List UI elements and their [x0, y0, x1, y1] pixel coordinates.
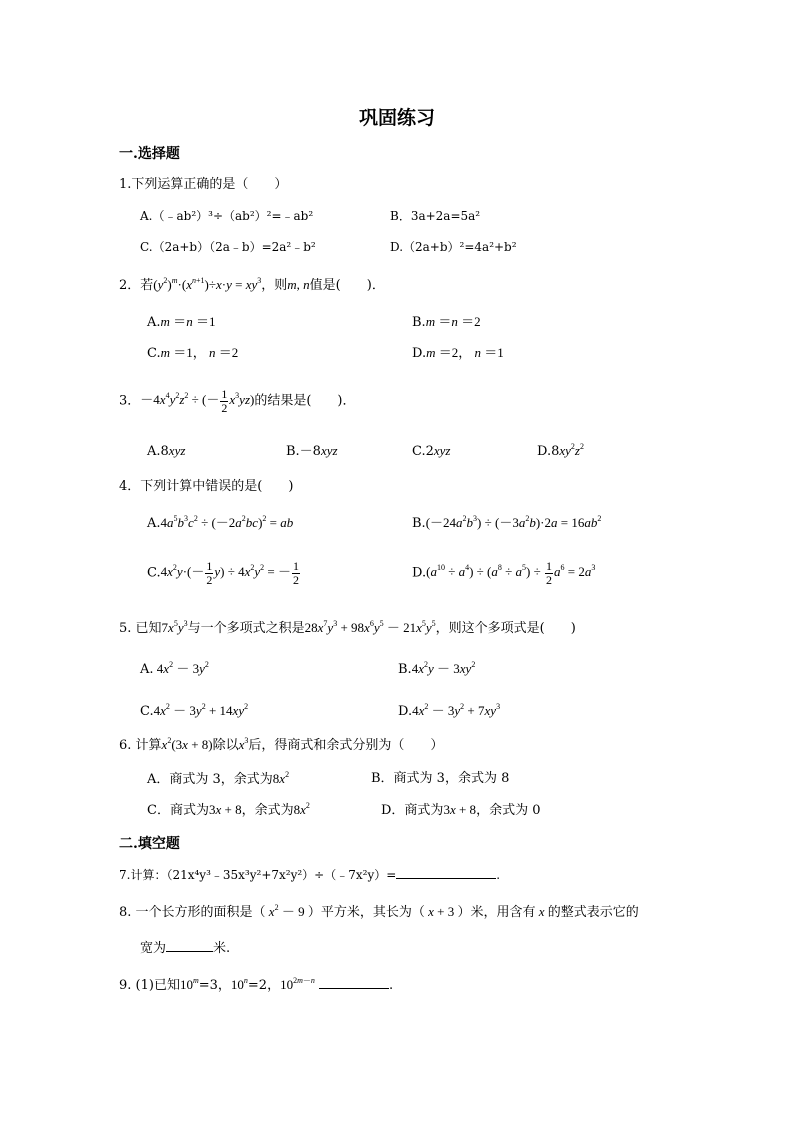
q3-option-d: $D.8xy^2z^2$: [537, 442, 584, 459]
q1-option-b: B．3a+2a=5a²: [390, 209, 481, 223]
q1-option-c: C.（2a+b）（2a﹣b）=2a²﹣b²: [140, 240, 316, 254]
q8-answer-blank[interactable]: [166, 940, 213, 952]
q5-option-b: $B.4x^2y - 3xy^2$: [398, 660, 476, 677]
q5-option-d: $D.4x^2 - 3y^2 + 7xy^3$: [398, 702, 501, 719]
section-choice-heading: 一.选择题: [119, 146, 180, 162]
q1-option-a: A.（﹣ab²）³÷（ab²）²=﹣ab²: [140, 209, 314, 223]
q1-stem: 1.下列运算正确的是（ ）: [119, 177, 288, 192]
q8-line-2: 宽为 米.: [140, 941, 231, 956]
q4-stem: 4．下列计算中错误的是( ): [119, 479, 294, 494]
q3-option-c: C.2xyz: [412, 443, 451, 459]
q2-variables: m, n: [287, 277, 310, 292]
q6-option-b: B．商式为 3，余式为 8: [371, 771, 510, 786]
q2-number: 2．若: [119, 278, 154, 293]
q2-formula: $(y^2)^m\cdot(x^{n+1})\div x\cdot y = xy^3$: [153, 276, 262, 292]
page-title: 巩固练习: [358, 107, 435, 129]
q3-fraction: $\frac{1}{2}$: [221, 387, 228, 415]
q5-stem: 5. 已知$7x^5y^3$与一个多项式之积是$28x^7y^3 + 98x^6y^5 - 21x^5y^5$，则这个多项式是( ): [119, 619, 576, 636]
q6-option-d: D．商式为3x + 8，余式为 0: [381, 802, 541, 818]
section-fill-heading: 二.填空题: [119, 836, 180, 852]
q1-option-d: D.（2a+b）²=4a²+b²: [390, 240, 517, 254]
q2-stem: [119, 277, 385, 294]
q4-option-c: $C.4x^2y\cdot(-$ $\frac{1}{2}$ $y) \div 4x^2y^2$ = － $\frac{1}{2}$: [147, 559, 300, 587]
q6-option-c: C．商式为3x + 8，余式为$8x^2$: [147, 801, 310, 818]
q5-option-a: A. $4x^2 - 3y^2$: [140, 660, 209, 677]
q2-option-d: D.m ＝2， n ＝1: [412, 345, 504, 361]
q9-answer-blank[interactable]: [319, 977, 389, 989]
q6-option-a: A．商式为 3，余式为$8x^2$: [147, 770, 290, 787]
q4-option-b: $B.(-24a^2b^3) \div (-3a^2b)\cdot 2a = 16ab^2$: [412, 514, 602, 531]
q3-formula: $-4x^4y^2z^2$ ÷ (－ $\frac{1}{2}$ $x^3yz$): [140, 387, 255, 415]
q7-stem: 7.计算：（21x⁴y³﹣35x³y²+7x²y²）÷（﹣7x²y）= .: [119, 868, 501, 882]
q9-stem: 9. (1)已知$10^m=3$，$10^n=2$，$10^{2m-n}$ .: [119, 976, 394, 993]
q2-tail2: 值是( )．: [309, 278, 385, 293]
q8-line-1: 8. 一个长方形的面积是（ $x^2 - 9$ ）平方米，其长为（ x + 3 ）米，用含有 x 的整式表示它的: [119, 903, 639, 920]
q5-option-c: $C.4x^2 - 3y^2 + 14xy^2$: [140, 702, 249, 719]
q3-option-b: B.－8xyz: [286, 443, 338, 459]
q2-option-c: C.m ＝1， n ＝2: [147, 345, 239, 361]
q2-tail: ，则: [261, 278, 288, 293]
q2-option-a: A.m ＝n ＝1: [147, 314, 216, 330]
q3-option-a: A.8xyz: [147, 443, 186, 459]
q6-stem: 6. 计算$x^2(3x + 8)$除以$x^3$后，得商式和余式分别为（ ）: [119, 736, 444, 753]
q2-option-b: B.m ＝n ＝2: [412, 314, 481, 330]
q3-stem: 3．$-4x^4y^2z^2$ ÷ (－ $\frac{1}{2}$ $x^3yz$)的结果是( )．: [119, 387, 356, 415]
q7-answer-blank[interactable]: [396, 867, 496, 879]
q4-option-a: $A.4a^5b^3c^2 \div (-2a^2bc)^2$ = ab: [147, 514, 294, 531]
q4-option-d: $D.(a^{10} \div a^4) \div (a^8 \div a^5)$ ÷ $\frac{1}{2}$ $a^6 = 2a^3$: [412, 559, 596, 587]
